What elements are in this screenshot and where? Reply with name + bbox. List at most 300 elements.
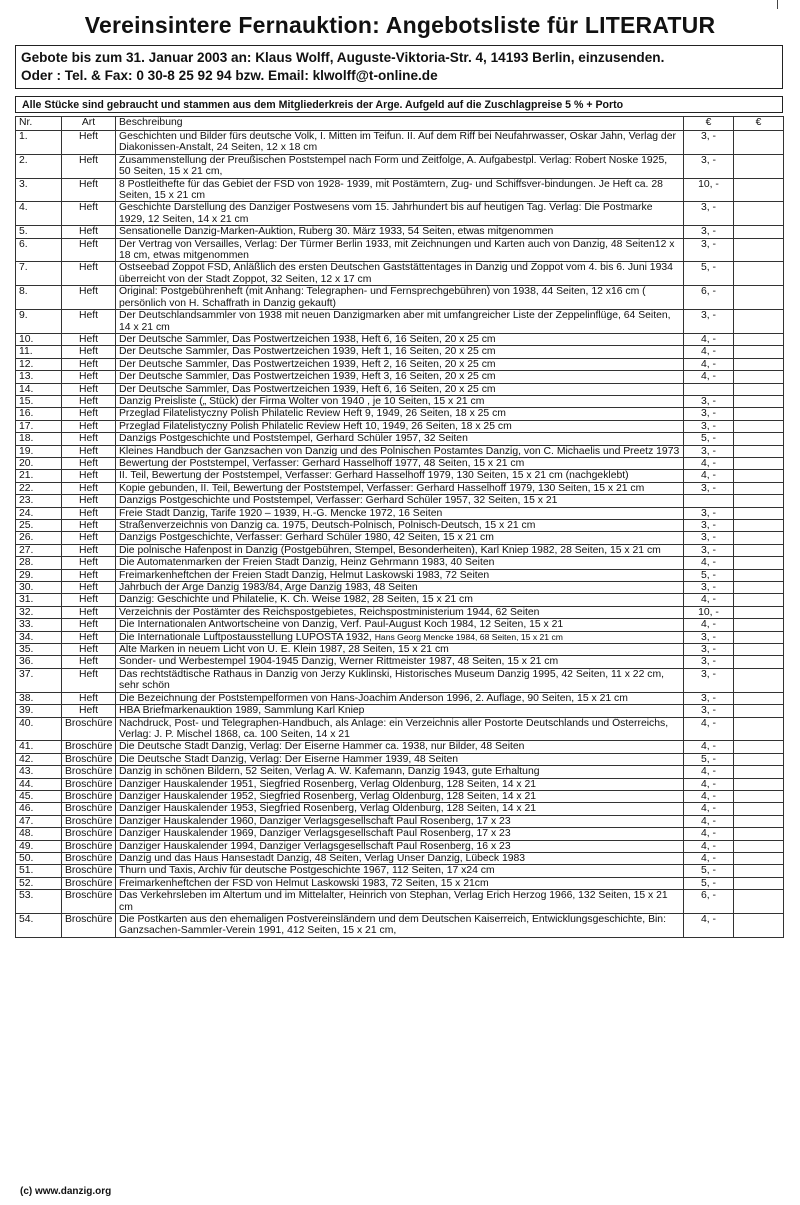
table-row [16,717,784,741]
start-price-text: 4, - [700,557,716,569]
item-type-text: Heft [78,606,99,618]
item-description-text: Kopie gebunden, II. Teil, Bewertung der Poststempel, Verfasser: Gerhard Hasselhoff 1979, 130 Seiten, 15 x 21 cm [119,482,645,494]
item-type-text: Broschüre [65,890,113,902]
lot-number [16,238,62,262]
item-type-text: Broschüre [65,828,113,840]
start-price [684,226,734,238]
item-type-text: Broschüre [65,790,113,802]
table-row [16,238,784,262]
bid-cell [734,753,784,765]
lot-number [16,705,62,717]
item-description-text: Die Internationalen Antwortscheine von Danzig, Verf. Paul-August Koch 1984, 12 Seiten, 15 x 21 [119,619,564,631]
table-row [16,828,784,840]
item-type [62,840,116,852]
bid-cell [734,408,784,420]
start-price-text: 4, - [700,852,716,864]
item-description-text: Nachdruck, Post- und Telegraphen-Handbuch, als Anlage: ein Verzeichnis aller Postorte Deutschlands und Österreichs, Verlag: J. P. Mischel 1868, ca. 100 Seiten, 14 x 21 [119,717,669,740]
bid-cell [734,420,784,432]
lot-number-text: 9. [19,310,28,322]
item-description [116,865,684,877]
start-price [684,420,734,432]
lot-number-text: 18. [19,433,34,445]
item-type-text: Heft [78,346,99,358]
start-price-text: 3, - [700,631,716,643]
item-type-text: Heft [78,238,99,250]
bid-cell [734,890,784,914]
item-description-text: Verzeichnis der Postämter des Reichspostgebietes, Reichspostministerium 1944, 62 Seiten [119,606,540,618]
table-row [16,433,784,445]
item-description-text: Der Deutsche Sammler, Das Postwertzeichen 1939, Heft 1, 16 Seiten, 20 x 25 cm [119,346,496,358]
item-description-text: Die Deutsche Stadt Danzig, Verlag: Der Eiserne Hammer 1939, 48 Seiten [119,753,459,765]
item-type-text: Heft [78,644,99,656]
copyright-footer: (c) www.danzig.org [20,1186,112,1197]
item-type [62,262,116,286]
bid-cell [734,371,784,383]
item-type-text: Heft [78,692,99,704]
start-price [684,692,734,704]
item-description-text: Der Deutschlandsammler von 1938 mit neuen Danzigmarken aber mit umfangreicher Liste der Zeppelinflüge, 64 Seiten, 14 x 21 cm [119,310,671,333]
item-description-text: Der Deutsche Sammler, Das Postwertzeichen 1939, Heft 3, 16 Seiten, 20 x 25 cm [119,371,496,383]
item-type [62,569,116,581]
bid-cell [734,668,784,692]
item-description [116,532,684,544]
item-type [62,692,116,704]
item-description [116,408,684,420]
item-type-text: Heft [78,178,99,190]
lot-number-text: 19. [19,445,34,457]
lot-number [16,766,62,778]
start-price-text: 4, - [700,358,716,370]
item-description [116,803,684,815]
item-type [62,346,116,358]
start-price [684,753,734,765]
lot-number [16,656,62,668]
item-description-text: Bewertung der Poststempel, Verfasser: Gerhard Hasselhoff 1977, 48 Seiten, 15 x 21 cm [119,457,525,469]
lot-number-text: 21. [19,470,34,482]
item-description-text: Geschichten und Bilder fürs deutsche Volk, I. Mitten im Teifun. II. Auf dem Riff bei Neufahrwasser, Oskar Jahn, Verlag der Diakonissen-Anstalt, 24 Seiten, 12 x 18 cm [119,131,676,154]
start-price [684,544,734,556]
item-type [62,852,116,864]
start-price-text: 3, - [700,507,716,519]
lot-number-text: 24. [19,507,34,519]
item-description [116,520,684,532]
start-price-text: 5, - [700,262,716,274]
item-type [62,914,116,938]
table-row [16,495,784,507]
start-price [684,495,734,507]
lot-number-text: 32. [19,606,34,618]
lot-number [16,383,62,395]
start-price-text: 4, - [700,333,716,345]
item-description-text: Freimarkenheftchen der Freien Stadt Danzig, Helmut Laskowski 1983, 72 Seiten [119,569,490,581]
item-description-text: Die Internationale Luftpostausstellung LUPOSTA 1932, [119,631,372,643]
item-description-text: HBA Briefmarkenauktion 1989, Sammlung Karl Kniep [119,705,365,717]
table-row [16,582,784,594]
table-header-row [16,117,784,131]
start-price-text: 4, - [700,371,716,383]
item-type-text: Heft [78,705,99,717]
item-description-text: Kleines Handbuch der Ganzsachen von Danzig und des Polnischen Postamtes Danzig, von C. Michaelis und Preetz 1973 [119,445,680,457]
bid-cell [734,507,784,519]
item-type [62,520,116,532]
lot-number [16,408,62,420]
table-row [16,790,784,802]
item-type [62,582,116,594]
item-type [62,131,116,155]
lot-number [16,433,62,445]
item-type-text: Broschüre [65,803,113,815]
lot-number-text: 20. [19,457,34,469]
table-row [16,631,784,643]
start-price [684,852,734,864]
bid-cell [734,815,784,827]
item-type [62,753,116,765]
item-description-text: Przeglad Filatelistyczny Polish Philatelic Review Heft 9, 1949, 26 Seiten, 18 x 25 cm [119,408,506,420]
scan-mark [777,0,778,9]
item-description-text: II. Teil, Bewertung der Poststempel, Verfasser: Gerhard Hasselhoff 1979, 130 Seiten, 15 x 21 cm (nachgeklebt) [119,470,629,482]
contact-line-phone-email: Oder : Tel. & Fax: 0 30-8 25 92 94 bzw. Email: klwolff@t-online.de [21,68,438,83]
item-description [116,815,684,827]
item-description-text: Der Deutsche Sammler, Das Postwertzeichen 1939, Heft 2, 16 Seiten, 20 x 25 cm [119,358,496,370]
item-description [116,507,684,519]
bid-cell [734,433,784,445]
table-row [16,668,784,692]
start-price [684,877,734,889]
item-description-text: Sensationelle Danzig-Marken-Auktion, Ruberg 30. März 1933, 54 Seiten, etwas mitgenommen [119,226,554,238]
bid-cell [734,865,784,877]
bid-cell [734,262,784,286]
item-type [62,668,116,692]
start-price [684,262,734,286]
start-price-text: 4, - [700,717,716,729]
lot-number [16,445,62,457]
table-row [16,445,784,457]
lot-number-text: 30. [19,582,34,594]
lot-number-text: 6. [19,238,28,250]
lot-number [16,668,62,692]
item-description [116,202,684,226]
bid-cell [734,569,784,581]
start-price [684,310,734,334]
lot-number-text: 25. [19,520,34,531]
lot-number-text: 51. [19,865,34,877]
bid-cell [734,766,784,778]
item-description-text: Straßenverzeichnis von Danzig ca. 1975, Deutsch-Polnisch, Polnisch-Deutsch, 15 x 21 cm [119,520,536,531]
lot-number [16,333,62,345]
item-description [116,852,684,864]
item-type [62,202,116,226]
lot-number-text: 43. [19,766,34,778]
item-description-text: Danzig Preisliste („ Stück) der Firma Wolter von 1940 , je 10 Seiten, 15 x 21 cm [119,395,485,407]
lot-number [16,594,62,606]
lot-number [16,890,62,914]
column-header-art: Art [62,117,116,131]
lot-number-text: 42. [19,753,34,765]
item-type-text: Broschüre [65,865,113,877]
bid-cell [734,852,784,864]
contact-box [15,45,783,89]
item-description-text: Ostseebad Zoppot FSD, Anläßlich des ersten Deutschen Gaststättentages in Danzig und Zoppot vom 4. bis 6. Juni 1934 überreicht von der Stadt Zoppot, 32 Seiten, 12 x 17 cm [119,262,673,285]
item-type [62,865,116,877]
item-description [116,631,684,643]
item-type-text: Heft [78,582,99,594]
item-type [62,705,116,717]
item-type [62,154,116,178]
item-description [116,594,684,606]
start-price-text: 10, - [698,606,719,618]
start-price [684,457,734,469]
item-type [62,383,116,395]
start-price-text: 4, - [700,470,716,482]
start-price-text: 3, - [700,668,716,680]
item-description [116,433,684,445]
lot-number-text: 7. [19,262,28,274]
start-price-text: 4, - [700,457,716,469]
bid-cell [734,495,784,507]
lot-number-text: 8. [19,286,28,298]
start-price [684,865,734,877]
table-row [16,226,784,238]
start-price [684,741,734,753]
start-price-text: 4, - [700,828,716,840]
lot-number-text: 26. [19,532,34,544]
offer-table [15,116,784,938]
start-price [684,131,734,155]
table-row [16,692,784,704]
item-type-text: Heft [78,226,99,238]
item-description [116,226,684,238]
column-header-bid: € [734,117,784,131]
bid-cell [734,828,784,840]
table-row [16,457,784,469]
bid-cell [734,383,784,395]
item-type-text: Heft [78,408,99,420]
table-row [16,544,784,556]
item-description-text: Danziger Hauskalender 1969, Danziger Verlagsgesellschaft Paul Rosenberg, 17 x 23 [119,828,511,840]
item-type-text: Heft [78,569,99,581]
table-row [16,470,784,482]
table-row [16,178,784,202]
lot-number-text: 23. [19,495,34,507]
table-row [16,766,784,778]
bid-cell [734,532,784,544]
item-description-text: Freie Stadt Danzig, Tarife 1920 – 1939, H.-G. Mencke 1972, 16 Seiten [119,507,443,519]
start-price [684,914,734,938]
start-price [684,668,734,692]
lot-number-text: 13. [19,371,34,383]
bid-cell [734,544,784,556]
table-row [16,753,784,765]
table-row [16,815,784,827]
start-price [684,644,734,656]
start-price-text: 6, - [700,890,716,902]
bid-cell [734,705,784,717]
table-row [16,877,784,889]
item-type [62,482,116,494]
lot-number [16,470,62,482]
start-price [684,840,734,852]
start-price [684,778,734,790]
item-type-text: Heft [78,631,99,643]
item-description [116,569,684,581]
lot-number-text: 40. [19,717,34,729]
table-row [16,286,784,310]
item-type-text: Heft [78,557,99,569]
table-row [16,333,784,345]
bid-cell [734,619,784,631]
item-type-text: Heft [78,470,99,482]
lot-number [16,778,62,790]
bid-cell [734,582,784,594]
table-row [16,154,784,178]
lot-number [16,520,62,532]
start-price-text: 4, - [700,790,716,802]
table-row [16,840,784,852]
start-price [684,532,734,544]
item-description [116,606,684,618]
start-price-text: 4, - [700,803,716,815]
item-description-text: Danziger Hauskalender 1951, Siegfried Rosenberg, Verlag Oldenburg, 128 Seiten, 14 x 21 [119,778,537,790]
item-description-text: Danzigs Postgeschichte, Verfasser: Gerhard Schüler 1980, 42 Seiten, 15 x 21 cm [119,532,494,544]
bid-cell [734,606,784,618]
item-description [116,692,684,704]
table-row [16,914,784,938]
bid-cell [734,238,784,262]
start-price-text: 5, - [700,753,716,765]
table-row [16,507,784,519]
item-description-text: Danzigs Postgeschichte und Poststempel, Gerhard Schüler 1957, 32 Seiten [119,433,468,445]
lot-number-text: 47. [19,815,34,827]
item-type-text: Heft [78,445,99,457]
item-description [116,828,684,840]
lot-number [16,544,62,556]
item-description [116,178,684,202]
item-description [116,371,684,383]
item-type-text: Broschüre [65,717,113,729]
item-type [62,644,116,656]
item-description [116,420,684,432]
start-price-text: 4, - [700,766,716,778]
item-type-text: Broschüre [65,815,113,827]
item-description [116,154,684,178]
item-description-text: Danzig in schönen Bildern, 52 Seiten, Verlag A. W. Kafemann, Danzig 1943, gute Erhaltung [119,766,540,778]
item-type-text: Heft [78,154,99,166]
lot-number-text: 15. [19,395,34,407]
start-price [684,594,734,606]
item-description [116,310,684,334]
table-row [16,371,784,383]
item-description [116,346,684,358]
lot-number [16,717,62,741]
bid-cell [734,790,784,802]
lot-number [16,692,62,704]
lot-number-text: 27. [19,544,34,556]
start-price-text: 3, - [700,544,716,556]
item-type [62,310,116,334]
item-description [116,557,684,569]
start-price-text: 3, - [700,692,716,704]
start-price-text: 3, - [700,310,716,322]
item-description [116,482,684,494]
lot-number [16,395,62,407]
item-type-text: Broschüre [65,877,113,889]
table-row [16,131,784,155]
start-price [684,815,734,827]
item-type-text: Broschüre [65,741,113,753]
start-price [684,445,734,457]
item-type-text: Heft [78,619,99,631]
start-price-text: 3, - [700,202,716,214]
lot-number-text: 16. [19,408,34,420]
item-type [62,408,116,420]
start-price [684,520,734,532]
table-row [16,594,784,606]
item-description-text: Die Deutsche Stadt Danzig, Verlag: Der Eiserne Hammer ca. 1938, nur Bilder, 48 Seiten [119,741,525,753]
start-price-text: 3, - [700,482,716,494]
start-price [684,358,734,370]
item-description-text: Danziger Hauskalender 1994, Danziger Verlagsgesellschaft Paul Rosenberg, 16 x 23 [119,840,511,852]
start-price-text: 3, - [700,656,716,668]
lot-number [16,202,62,226]
table-row [16,383,784,395]
bid-cell [734,914,784,938]
table-row [16,408,784,420]
start-price [684,238,734,262]
lot-number [16,582,62,594]
lot-number-text: 28. [19,557,34,569]
item-type-text: Broschüre [65,852,113,864]
lot-number-text: 35. [19,644,34,656]
item-description [116,753,684,765]
item-description-text: Danzig: Geschichte und Philatelie, K. Ch. Weise 1982, 28 Seiten, 15 x 21 cm [119,594,473,606]
item-description-text: Die polnische Hafenpost in Danzig (Postgebühren, Stempel, Besonderheiten), Karl Kniep 1982, 28 Seiten, 15 x 21 cm [119,544,661,556]
item-description [116,741,684,753]
item-description-text: Zusammenstellung der Preußischen Poststempel nach Form und Zeitfolge, A. Aufgabestpl. Verlag: Robert Noske 1925, 50 Seiten, 15 x 21 cm, [119,154,668,178]
item-type-text: Heft [78,286,99,298]
item-type [62,790,116,802]
item-type [62,445,116,457]
bid-cell [734,202,784,226]
lot-number [16,606,62,618]
item-type [62,606,116,618]
lot-number-text: 48. [19,828,34,840]
start-price-text: 10, - [698,178,719,190]
item-type [62,890,116,914]
bid-cell [734,656,784,668]
lot-number-text: 49. [19,840,34,852]
start-price-text: 4, - [700,594,716,606]
table-row [16,705,784,717]
lot-number-text: 5. [19,226,28,238]
lot-number-text: 12. [19,358,34,370]
item-type [62,371,116,383]
lot-number-text: 44. [19,778,34,790]
start-price [684,202,734,226]
bid-cell [734,395,784,407]
table-row [16,310,784,334]
item-description-text: Der Deutsche Sammler, Das Postwertzeichen 1938, Heft 6, 16 Seiten, 20 x 25 cm [119,333,496,345]
start-price-text: 3, - [700,582,716,594]
lot-number [16,557,62,569]
table-row [16,262,784,286]
item-type-text: Heft [78,420,99,432]
lot-number-text: 37. [19,668,34,680]
start-price-text: 5, - [700,569,716,581]
item-type [62,507,116,519]
item-type [62,238,116,262]
start-price [684,408,734,420]
lot-number [16,346,62,358]
